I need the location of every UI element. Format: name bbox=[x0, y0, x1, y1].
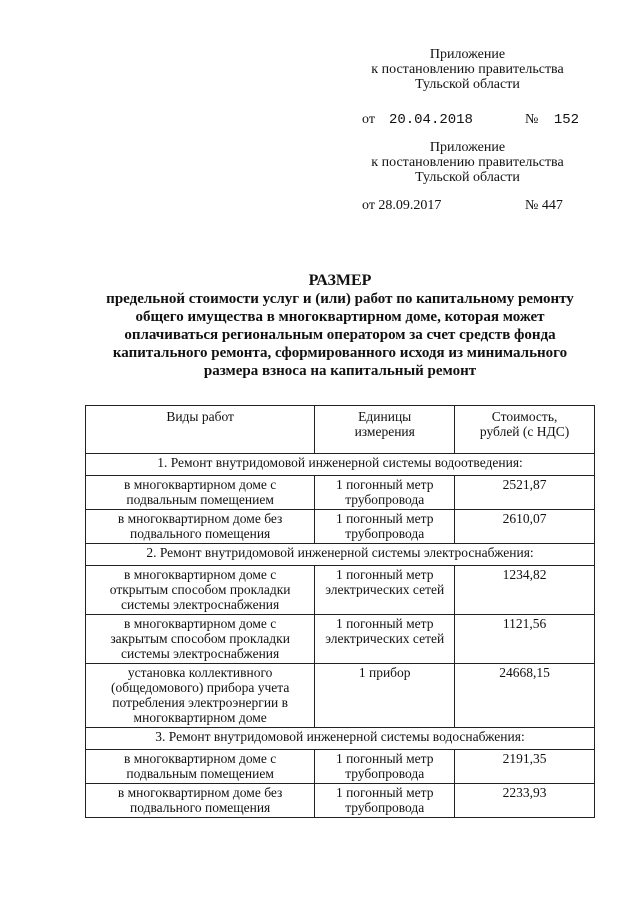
work-type-line: подвального помещения bbox=[130, 526, 271, 541]
number-group bbox=[525, 112, 579, 128]
unit-line: 1 погонный метр bbox=[335, 477, 434, 492]
unit-cell bbox=[315, 784, 455, 818]
unit-line: трубопровода bbox=[345, 766, 425, 781]
work-type-cell bbox=[86, 750, 315, 784]
cost-cell: 2521,87 bbox=[455, 476, 595, 510]
cost-cell: 2233,93 bbox=[455, 784, 595, 818]
header-cost bbox=[455, 406, 595, 454]
work-type-line: установка коллективного bbox=[127, 665, 273, 680]
work-type-cell bbox=[86, 510, 315, 544]
cost-cell: 1121,56 bbox=[455, 615, 595, 664]
appendix-label: Приложение bbox=[429, 47, 506, 62]
unit-line: 1 погонный метр bbox=[335, 751, 434, 766]
cost-table bbox=[85, 405, 595, 818]
appendix-block-bottom bbox=[340, 140, 595, 185]
header-label: Единицы bbox=[358, 409, 412, 424]
date-prefix: от bbox=[362, 112, 375, 127]
unit-cell bbox=[315, 476, 455, 510]
title-line: размера взноса на капитальный ремонт bbox=[203, 363, 477, 379]
unit-cell bbox=[315, 750, 455, 784]
table-row bbox=[86, 664, 595, 728]
work-type-line: в многоквартирном доме без bbox=[117, 785, 283, 800]
title-line: общего имущества в многоквартирном доме, которая может bbox=[135, 309, 545, 325]
dateline-top bbox=[362, 112, 592, 128]
header-label: Виды работ bbox=[166, 409, 234, 424]
unit-line: трубопровода bbox=[345, 492, 425, 507]
work-type-line: многоквартирном доме bbox=[133, 710, 267, 725]
work-type-line: открытым способом прокладки bbox=[109, 582, 291, 597]
work-type-cell bbox=[86, 566, 315, 615]
cost-cell: 24668,15 bbox=[455, 664, 595, 728]
unit-cell bbox=[315, 664, 455, 728]
work-type-line: потребления электроэнергии в bbox=[112, 695, 289, 710]
table-row bbox=[86, 476, 595, 510]
work-type-cell bbox=[86, 664, 315, 728]
work-type-line: в многоквартирном доме с bbox=[123, 567, 277, 582]
unit-line: электрических сетей bbox=[325, 582, 445, 597]
unit-line: трубопровода bbox=[345, 526, 425, 541]
header-unit bbox=[315, 406, 455, 454]
header-label: Стоимость, bbox=[491, 409, 558, 424]
work-type-line: подвальным помещением bbox=[126, 492, 274, 507]
unit-line: 1 погонный метр bbox=[335, 511, 434, 526]
dateline-bottom bbox=[362, 198, 592, 214]
unit-cell bbox=[315, 510, 455, 544]
resolution-number: 152 bbox=[553, 112, 580, 128]
section-row bbox=[86, 454, 595, 476]
cost-cell: 1234,82 bbox=[455, 566, 595, 615]
cost-cell: 2191,35 bbox=[455, 750, 595, 784]
appendix-region: Тульской области bbox=[415, 170, 520, 185]
table-row bbox=[86, 784, 595, 818]
table-body bbox=[86, 454, 595, 818]
title-line: капитального ремонта, сформированного исходя из минимального bbox=[112, 345, 568, 361]
work-type-line: системы электроснабжения bbox=[121, 646, 280, 661]
resolution-date: от 28.09.2017 bbox=[362, 198, 442, 213]
appendix-block-top bbox=[340, 47, 595, 92]
table-row bbox=[86, 750, 595, 784]
table-header-row bbox=[86, 406, 595, 454]
appendix-region: Тульской области bbox=[415, 77, 520, 92]
work-type-line: в многоквартирном доме с bbox=[123, 477, 277, 492]
work-type-cell bbox=[86, 784, 315, 818]
section-row bbox=[86, 544, 595, 566]
work-type-line: в многоквартирном доме без bbox=[117, 511, 283, 526]
appendix-resolution: к постановлению правительства bbox=[371, 62, 564, 77]
unit-line: 1 прибор bbox=[358, 665, 411, 680]
work-type-line: (общедомового) прибора учета bbox=[110, 680, 290, 695]
title-line: предельной стоимости услуг и (или) работ по капитальному ремонту bbox=[106, 291, 574, 307]
work-type-line: подвального помещения bbox=[130, 800, 271, 815]
header-label: рублей (с НДС) bbox=[479, 424, 570, 439]
appendix-resolution: к постановлению правительства bbox=[371, 155, 564, 170]
table-row bbox=[86, 615, 595, 664]
section-title: 3. Ремонт внутридомовой инженерной системы водоснабжения: bbox=[86, 728, 595, 750]
title-main: РАЗМЕР bbox=[308, 272, 372, 289]
header-label: измерения bbox=[354, 424, 415, 439]
table-row bbox=[86, 566, 595, 615]
work-type-line: закрытым способом прокладки bbox=[110, 631, 290, 646]
title-line: оплачиваться региональным оператором за счет средств фонда bbox=[124, 327, 556, 343]
document-title bbox=[60, 272, 620, 380]
work-type-line: в многоквартирном доме с bbox=[123, 751, 277, 766]
work-type-cell bbox=[86, 615, 315, 664]
appendix-label: Приложение bbox=[429, 140, 506, 155]
section-row bbox=[86, 728, 595, 750]
unit-line: 1 погонный метр bbox=[335, 785, 434, 800]
unit-line: 1 погонный метр bbox=[335, 567, 434, 582]
resolution-number: № 447 bbox=[525, 198, 563, 213]
unit-line: трубопровода bbox=[345, 800, 425, 815]
work-type-line: подвальным помещением bbox=[126, 766, 274, 781]
unit-cell bbox=[315, 615, 455, 664]
section-title: 2. Ремонт внутридомовой инженерной системы электроснабжения: bbox=[86, 544, 595, 566]
unit-line: 1 погонный метр bbox=[335, 616, 434, 631]
cost-cell: 2610,07 bbox=[455, 510, 595, 544]
work-type-cell bbox=[86, 476, 315, 510]
header-work-type bbox=[86, 406, 315, 454]
table-row bbox=[86, 510, 595, 544]
number-prefix: № bbox=[525, 112, 539, 127]
unit-line: электрических сетей bbox=[325, 631, 445, 646]
unit-cell bbox=[315, 566, 455, 615]
resolution-date: 20.04.2018 bbox=[388, 112, 473, 128]
section-title: 1. Ремонт внутридомовой инженерной системы водоотведения: bbox=[86, 454, 595, 476]
work-type-line: в многоквартирном доме с bbox=[123, 616, 277, 631]
work-type-line: системы электроснабжения bbox=[121, 597, 280, 612]
